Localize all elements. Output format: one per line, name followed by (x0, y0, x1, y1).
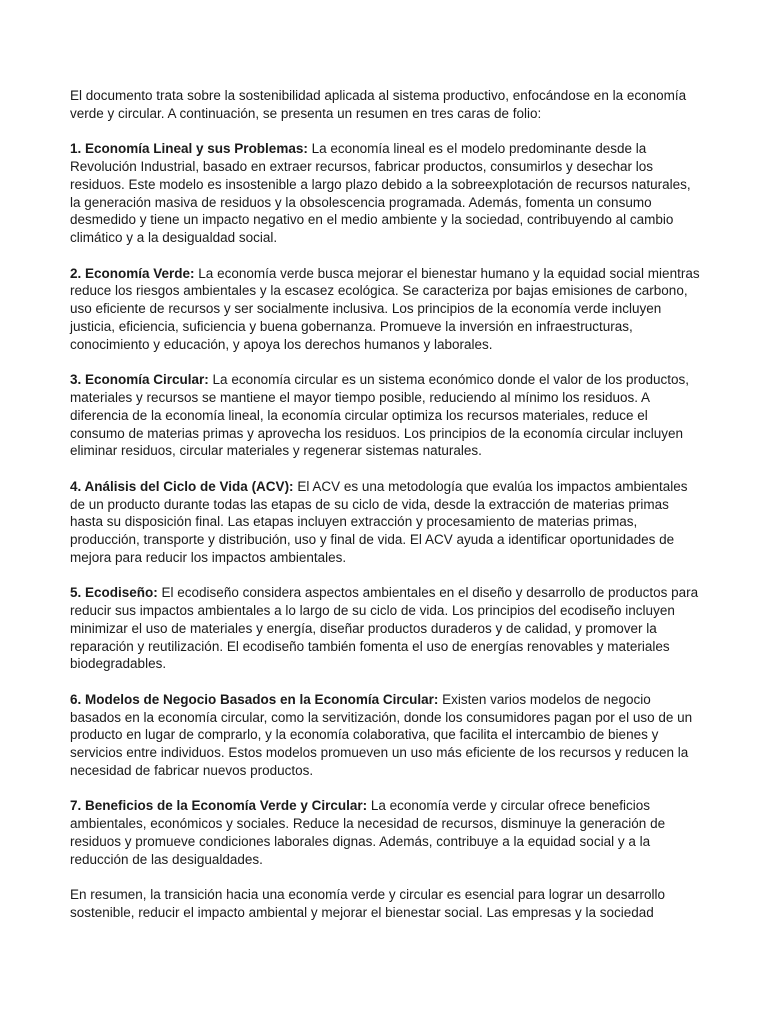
section-heading: 5. Ecodiseño: (70, 585, 158, 601)
document-page (70, 87, 702, 922)
section-heading: 1. Economía Lineal y sus Problemas: (70, 141, 308, 157)
section-body: La economía verde busca mejorar el bienestar humano y la equidad social mientras reduce los riesgos ambientales y la escasez ecológica. Se caracteriza por bajas emisiones de carbono, uso eficiente de recursos y ser socialmente inclusiva. Los principios de la economía verde incluyen justicia, eficiencia, suficiencia y buena gobernanza. Promueve la inversión en infraestructuras, conocimiento y educación, y apoya los derechos humanos y laborales. (70, 265, 700, 352)
section-economia-lineal (70, 140, 702, 247)
intro-paragraph: El documento trata sobre la sostenibilidad aplicada al sistema productivo, enfocándose en la economía verde y circular. A continuación, se presenta un resumen en tres caras de folio: (70, 88, 687, 121)
section-heading: 3. Economía Circular: (70, 372, 209, 388)
section-body: La economía circular es un sistema económico donde el valor de los productos, materiales y recursos se mantiene el mayor tiempo posible, reduciendo al mínimo los residuos. A diferencia de la economía lineal, la economía circular optimiza los recursos materiales, reduce el consumo de materias primas y aprovecha los residuos. Los principios de la economía circular incluyen eliminar residuos, circular materiales y regenerar sistemas naturales. (70, 372, 690, 459)
section-heading: 6. Modelos de Negocio Basados en la Economía Circular: (70, 691, 439, 707)
section-body: El ecodiseño considera aspectos ambientales en el diseño y desarrollo de productos para reducir sus impactos ambientales a lo largo de su ciclo de vida. Los principios del ecodiseño incluyen minimizar el uso de materiales y energía, diseñar productos duraderos y de calidad, y promover la reparación y reutilización. El ecodiseño también fomenta el uso de energías renovables y materiales biodegradables. (70, 585, 699, 672)
section-body: La economía verde y circular ofrece beneficios ambientales, económicos y sociales. Reduce la necesidad de recursos, disminuye la generación de residuos y promueve condiciones laborales dignas. Además, contribuye a la equidad social y a la reducción de las desigualdades. (70, 798, 666, 867)
section-economia-verde (70, 265, 702, 354)
section-economia-circular (70, 371, 702, 460)
section-body: La economía lineal es el modelo predominante desde la Revolución Industrial, basado en extraer recursos, fabricar productos, consumirlos y desechar los residuos. Este modelo es insostenible a largo plazo debido a la sobreexplotación de recursos naturales, la generación masiva de residuos y la obsolescencia programada. Además, fomenta un consumo desmedido y tiene un impacto negativo en el medio ambiente y la sociedad, contribuyendo al cambio climático y a la desigualdad social. (70, 141, 691, 246)
section-heading: 4. Análisis del Ciclo de Vida (ACV): (70, 478, 294, 494)
section-body: El ACV es una metodología que evalúa los impactos ambientales de un producto durante todas las etapas de su ciclo de vida, desde la extracción de materias primas hasta su disposición final. Las etapas incluyen extracción y procesamiento de materias primas, producción, transporte y distribución, uso y final de vida. El ACV ayuda a identificar oportunidades de mejora para reducir los impactos ambientales. (70, 478, 688, 565)
section-acv (70, 478, 702, 567)
section-heading: 2. Economía Verde: (70, 265, 195, 281)
conclusion-paragraph: En resumen, la transición hacia una economía verde y circular es esencial para lograr un desarrollo sostenible, reducir el impacto ambiental y mejorar el bienestar social. Las empresas y la sociedad (70, 887, 666, 921)
section-beneficios (70, 797, 702, 868)
section-ecodiseno (70, 584, 702, 673)
section-modelos-negocio (70, 691, 702, 780)
section-heading: 7. Beneficios de la Economía Verde y Circular: (70, 798, 368, 814)
section-body: Existen varios modelos de negocio basados en la economía circular, como la servitización, donde los consumidores pagan por el uso de un producto en lugar de comprarlo, y la economía colaborativa, que facilita el intercambio de bienes y servicios entre individuos. Estos modelos promueven un uso más eficiente de los recursos y reducen la necesidad de fabricar nuevos productos. (70, 691, 693, 779)
